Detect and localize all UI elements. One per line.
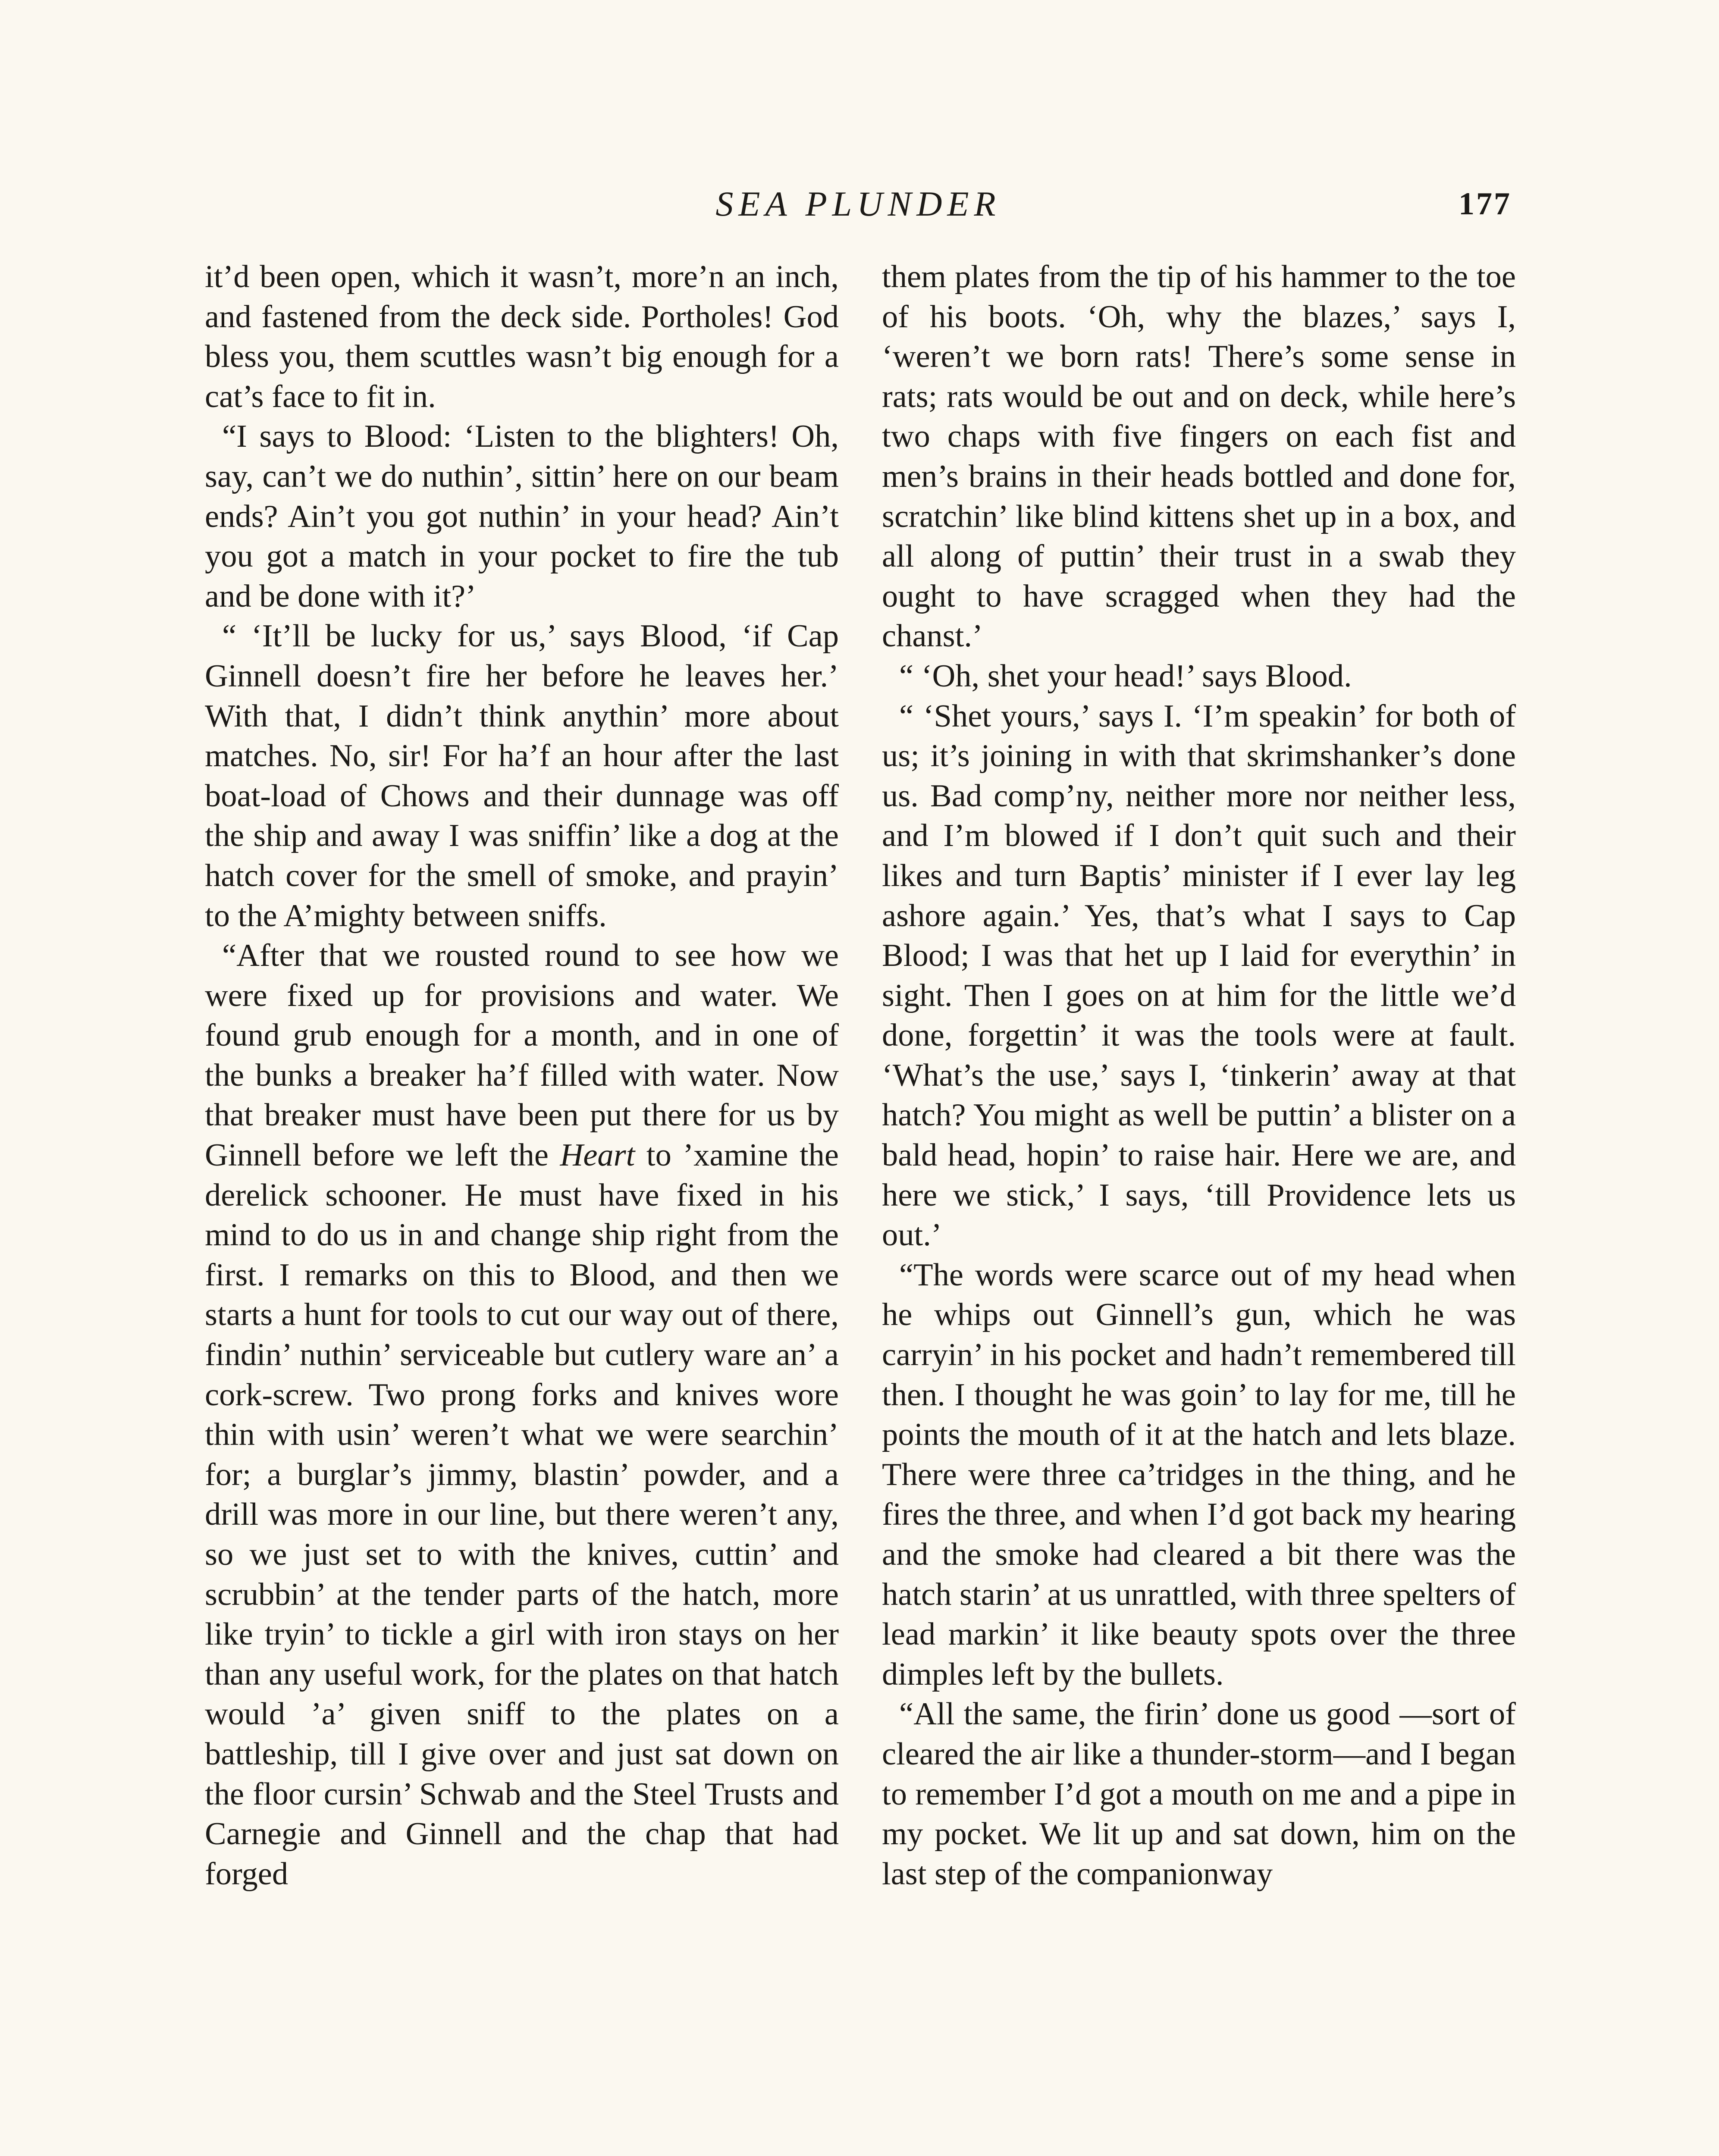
paragraph: “ ‘Oh, shet your head!’ says Blood. [899, 658, 1352, 694]
paragraph: them plates from the tip of his hammer to the toe of his boots. ‘Oh, why the blazes,’ says I, ‘weren’t we born rats! There’s some sense in rats; rats would be out and on deck, while here’s two chaps with five fingers on each fist and men’s brains in their heads bottled and done for, scratchin’ like blind kittens shet up in a box, and all along of puttin’ their trust in a swab they ought to have scragged when they had the chanst.’ [882, 259, 1516, 654]
paragraph: “I says to Blood: ‘Listen to the blighters! Oh, say, can’t we do nuthin’, sittin’ here on our beam ends? Ain’t you got nuthin’ in your head? Ain’t you got a match in your pocket to fire the tub and be done with it?’ [205, 419, 839, 614]
paragraph [205, 936, 839, 1894]
paragraph-text: “After that we rousted round to see how we were fixed up for provisions and water. We found grub enough for a month, and in one of the bunks a breaker ha’f filled with water. Now that breaker must have been put there for us by Ginnell before we left the [205, 938, 839, 1173]
paragraph: “ ‘It’ll be lucky for us,’ says Blood, ‘if Cap Ginnell doesn’t fire her before he leaves her.’ With that, I didn’t think anythin’ more about matches. No, sir! For ha’f an hour after the last boat-load of Chows and their dunnage was off the ship and away I was sniffin’ like a dog at the hatch cover for the smell of smoke, and prayin’ to the A’mighty between sniffs. [205, 618, 839, 934]
paragraph: “ ‘Shet yours,’ says I. ‘I’m speakin’ for both of us; it’s joining in with that skrimshanker’s done us. Bad comp’ny, neither more nor neither less, and I’m blowed if I don’t quit such and their likes and turn Baptis’ minister if I ever lay leg ashore again.’ Yes, that’s what I says to Cap Blood; I was that het up I laid for everythin’ in sight. Then I goes on at him for the little we’d done, forgettin’ it was the tools were at fault. ‘What’s the use,’ says I, ‘tinkerin’ away at that hatch? You might as well be puttin’ a blister on a bald head, hopin’ to raise hair. Here we are, and here we stick,’ I says, ‘till Providence lets us out.’ [882, 698, 1516, 1253]
paragraph: “All the same, the firin’ done us good —sort of cleared the air like a thunder-storm—and I began to remember I’d got a mouth on me and a pipe in my pocket. We lit up and sat down, him on the last step of the companionway [882, 1696, 1516, 1892]
page-number: 177 [1459, 186, 1512, 222]
left-column [205, 257, 839, 1894]
running-head [205, 180, 1512, 228]
paragraph: “The words were scarce out of my head when he whips out Ginnell’s gun, which he was carryin’ in his pocket and hadn’t remembered till then. I thought he was goin’ to lay for me, till he points the mouth of it at the hatch and lets blaze. There were three ca’tridges in the thing, and he fires the three, and when I’d got back my hearing and the smoke had cleared a bit there was the hatch starin’ at us unrattled, with three spelters of lead markin’ it like beauty spots over the three dimples left by the bullets. [882, 1257, 1516, 1692]
running-title: SEA PLUNDER [715, 184, 1001, 223]
right-column [882, 257, 1516, 1894]
ship-name: Heart [560, 1138, 635, 1173]
paragraph-text: to ’xamine the derelick schooner. He must have fixed in his mind to do us in and change ship right from the first. I remarks on this to Blood, and then we starts a hunt for tools to cut our way out of there, findin’ nuthin’ serviceable but cutlery ware an’ a cork-screw. Two prong forks and knives wore thin with usin’ weren’t what we were searchin’ for; a burglar’s jimmy, blastin’ powder, and a drill was more in our line, but there weren’t any, so we just set to with the knives, cuttin’ and scrubbin’ at the tender parts of the hatch, more like tryin’ to tickle a girl with iron stays on her than any useful work, for the plates on that hatch would ’a’ given sniff to the plates on a battleship, till I give over and just sat down on the floor cursin’ Schwab and the Steel Trusts and Carnegie and Ginnell and the chap that had forged [205, 1138, 839, 1892]
paragraph: it’d been open, which it wasn’t, more’n an inch, and fastened from the deck side. Portholes! God bless you, them scuttles wasn’t big enough for a cat’s face to fit in. [205, 259, 839, 414]
